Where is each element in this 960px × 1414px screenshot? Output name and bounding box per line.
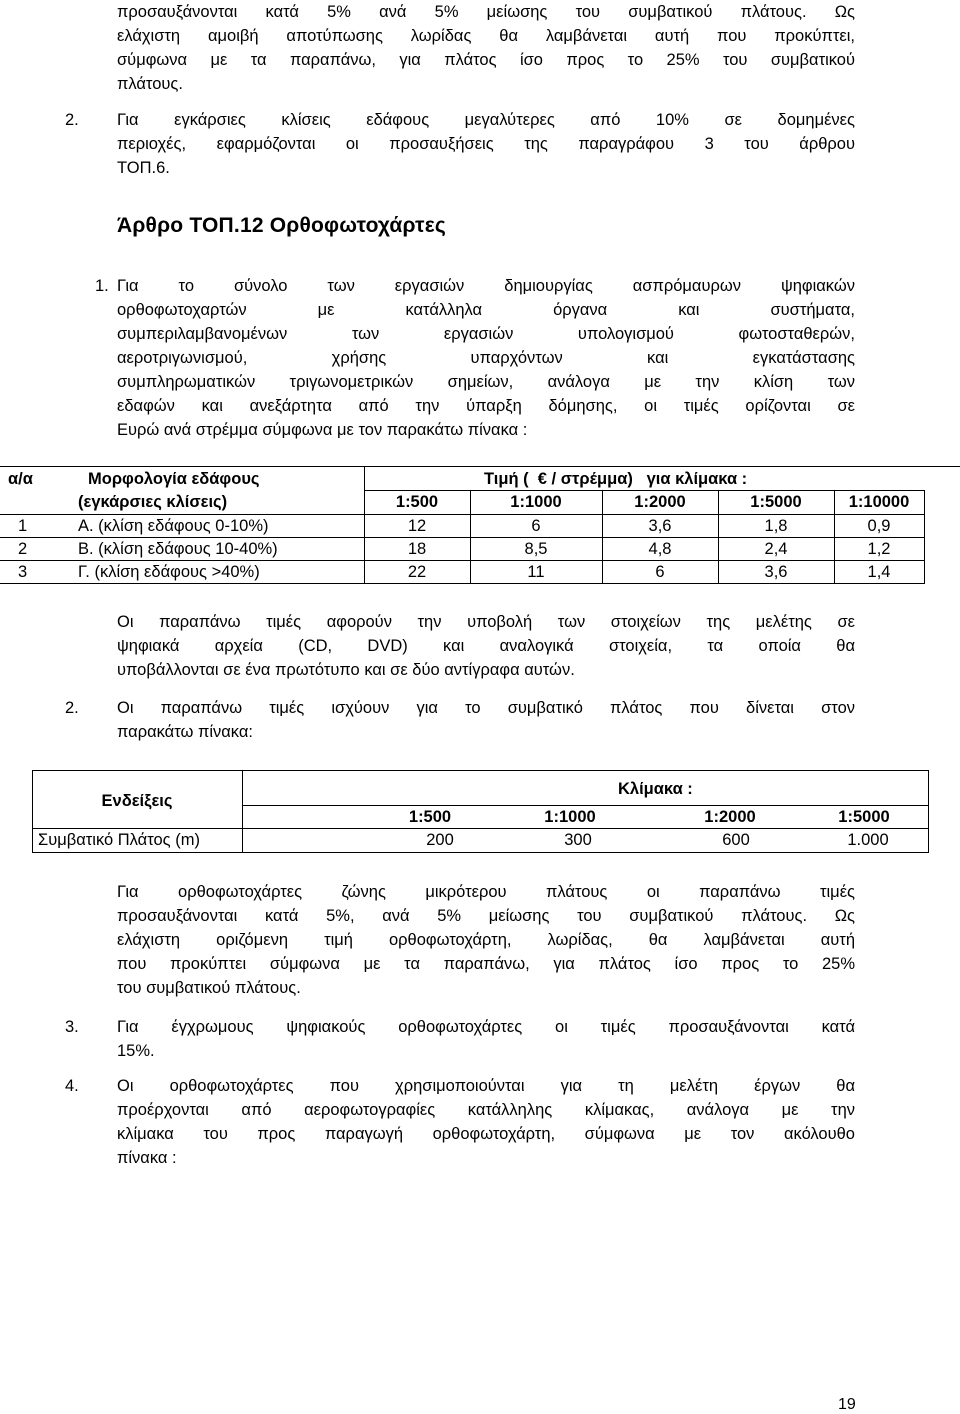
item-number: 4.	[65, 1077, 79, 1095]
header-price: Τιμή ( € / στρέμμα) για κλίμακα :	[484, 470, 748, 488]
text-line: του συμβατικού πλάτους.	[117, 979, 301, 997]
text-line: Οι παραπάνω τιμές αφορούν την υποβολή των στοιχείων της μελέτης σε	[117, 613, 855, 631]
text-line: εδαφών και ανεξάρτητα από την ύπαρξη δόμησης, οι τιμές ορίζονται σε	[117, 397, 855, 415]
row-label: Α. (κλίση εδάφους 0-10%)	[78, 517, 269, 535]
text-line: Για ορθοφωτοχάρτες ζώνης μικρότερου πλάτους οι παραπάνω τιμές	[117, 883, 855, 901]
row-number: 3	[18, 563, 28, 581]
row-number: 1	[18, 517, 28, 535]
scale-header: 1:5000	[750, 493, 802, 511]
list-item-2	[117, 696, 855, 744]
table-cell: 8,5	[524, 540, 548, 558]
table-cell: 3,6	[648, 517, 672, 535]
header-morphology: Μορφολογία εδάφους	[88, 470, 260, 488]
paragraph-reduced-width	[117, 880, 855, 1000]
table-cell: 6	[531, 517, 541, 535]
text-line: 15%.	[117, 1042, 155, 1060]
text-line: ΤΟΠ.6.	[117, 159, 170, 177]
table-cell: 300	[564, 831, 592, 849]
text-line: κλίμακα του προς παραγωγή ορθοφωτοχάρτη, σύμφωνα με τον ακόλουθο	[117, 1125, 855, 1143]
text-line: Για έγχρωμους ψηφιακούς ορθοφωτοχάρτες οι τιμές προσαυξάνονται κατά	[117, 1018, 855, 1036]
scale-header: 1:2000	[704, 808, 756, 826]
header-aa: α/α	[8, 470, 33, 488]
table-cell: 3,6	[764, 563, 788, 581]
table-cell: 1.000	[847, 831, 889, 849]
text-line: υποβάλλονται σε ένα πρωτότυπο και σε δύο αντίγραφα αυτών.	[117, 661, 575, 679]
scale-header: 1:2000	[634, 493, 686, 511]
header-indications: Ενδείξεις	[101, 792, 173, 810]
scale-header: 1:5000	[838, 808, 890, 826]
scale-header: 1:1000	[510, 493, 562, 511]
text-line: πλάτους.	[117, 75, 183, 93]
paragraph-table-note	[117, 610, 855, 682]
text-line: συμπεριλαμβανομένων των εργασιών υπολογισμού φωτοσταθερών,	[117, 325, 855, 343]
scale-header: 1:10000	[848, 493, 910, 511]
text-line: ελάχιστη αμοιβή αποτύπωσης λωρίδας θα λαμβάνεται αυτή που προκύπτει,	[117, 27, 855, 45]
header-scale: Κλίμακα :	[618, 780, 693, 798]
list-item-4	[117, 1074, 855, 1170]
table-cell: 18	[407, 540, 427, 558]
table-cell: 2,4	[764, 540, 788, 558]
table-cell: 1,2	[867, 540, 891, 558]
item-number: 3.	[65, 1018, 79, 1036]
text-line: περιοχές, εφαρμόζονται οι προσαυξήσεις της παραγράφου 3 του άρθρου	[117, 135, 855, 153]
page-number: 19	[838, 1396, 856, 1413]
text-line: ελάχιστη οριζόμενη τιμή ορθοφωτοχάρτη, λωρίδας, θα λαμβάνεται αυτή	[117, 931, 855, 949]
text-line: ορθοφωτοχαρτών με κατάλληλα όργανα και συστήματα,	[117, 301, 855, 319]
list-item-2-top	[117, 108, 855, 180]
text-line: προσαυξάνονται κατά 5%, ανά 5% μείωσης του συμβατικού πλάτους. Ως	[117, 907, 855, 925]
text-line: συμπληρωματικών τριγωνομετρικών σημείων, ανάλογα με την κλίση των	[117, 373, 855, 391]
text-line: Οι ορθοφωτοχάρτες που χρησιμοποιούνται για τη μελέτη έργων θα	[117, 1077, 855, 1095]
text-line: παρακάτω πίνακα:	[117, 723, 253, 741]
table-cell: 22	[407, 563, 427, 581]
table-cell: 200	[426, 831, 454, 849]
paragraph-continuation	[117, 0, 855, 96]
table-cell: 1,8	[764, 517, 788, 535]
list-item-3	[117, 1015, 855, 1063]
text-line: σύμφωνα με τα παραπάνω, για πλάτος ίσο προς το 25% του συμβατικού	[117, 51, 855, 69]
list-item-1	[117, 274, 855, 442]
text-line: πίνακα :	[117, 1149, 177, 1167]
text-line: Για εγκάρσιες κλίσεις εδάφους μεγαλύτερες από 10% σε δομημένες	[117, 111, 855, 129]
text-line: προέρχονται από αεροφωτογραφίες κατάλληλης κλίμακας, ανάλογα με την	[117, 1101, 855, 1119]
text-line: Ευρώ ανά στρέμμα σύμφωνα με τον παρακάτω πίνακα :	[117, 421, 528, 439]
table-cell: 4,8	[648, 540, 672, 558]
text-line: αεροτριγωνισμού, χρήσης υπαρχόντων και εγκατάστασης	[117, 349, 855, 367]
text-line: προσαυξάνονται κατά 5% ανά 5% μείωσης του συμβατικού πλάτους. Ως	[117, 3, 855, 21]
table-cell: 6	[655, 563, 665, 581]
header-morphology-sub: (εγκάρσιες κλίσεις)	[78, 493, 228, 511]
item-number: 2.	[65, 111, 79, 129]
scale-header: 1:500	[408, 808, 452, 826]
text-line: που προκύπτει σύμφωνα με τα παραπάνω, για πλάτος ίσο προς το 25%	[117, 955, 855, 973]
row-label: Β. (κλίση εδάφους 10-40%)	[78, 540, 278, 558]
table-cell: 12	[407, 517, 427, 535]
row-label: Γ. (κλίση εδάφους >40%)	[78, 563, 260, 581]
item-number: 2.	[65, 699, 79, 717]
text-line: Οι παραπάνω τιμές ισχύουν για το συμβατικό πλάτος που δίνεται στον	[117, 699, 855, 717]
row-number: 2	[18, 540, 28, 558]
row-label: Συμβατικό Πλάτος (m)	[38, 831, 200, 849]
scale-header: 1:1000	[544, 808, 596, 826]
item-number: 1.	[95, 277, 109, 295]
table-cell: 11	[527, 563, 545, 581]
scale-header: 1:500	[395, 493, 439, 511]
table-cell: 0,9	[867, 517, 891, 535]
text-line: Για το σύνολο των εργασιών δημιουργίας ασπρόμαυρων ψηφιακών	[117, 277, 855, 295]
text-line: ψηφιακά αρχεία (CD, DVD) και αναλογικά στοιχεία, τα οποία θα	[117, 637, 855, 655]
table-cell: 600	[722, 831, 750, 849]
table-cell: 1,4	[867, 563, 891, 581]
article-heading: Άρθρο ΤΟΠ.12 Ορθοφωτοχάρτες	[117, 214, 446, 237]
